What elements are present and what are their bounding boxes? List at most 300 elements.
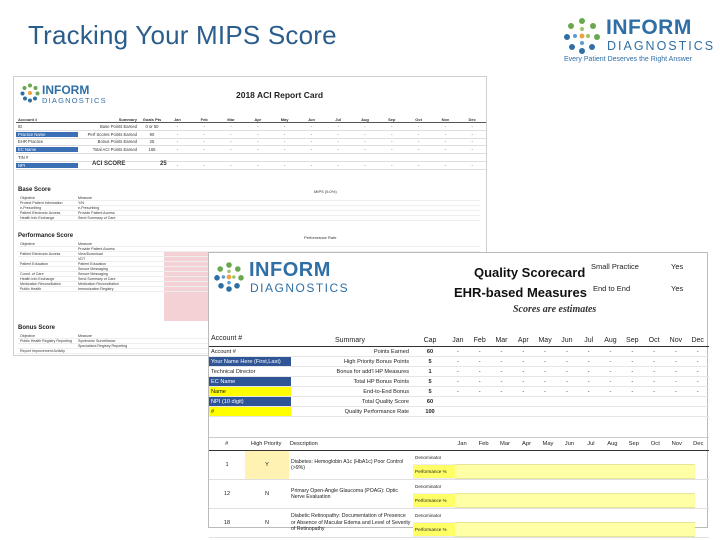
aci-month-cell: - bbox=[257, 131, 259, 137]
aci-line-objective: e-Prescribing bbox=[20, 206, 42, 210]
quality-month-cell: - bbox=[565, 368, 568, 375]
aci-line-objective: Patient Electronic Access bbox=[20, 211, 61, 215]
aci-line-measure: Secure Messaging bbox=[78, 267, 108, 271]
quality-row-label: Name bbox=[209, 387, 291, 396]
aci-line-objective: Coord. of Care bbox=[20, 272, 44, 276]
measure-description: Primary Open-Angle Glaucoma (POAG): Optic Nerve Evaluation bbox=[291, 487, 398, 500]
aci-month-cell: - bbox=[471, 162, 473, 168]
aci-month-cell: - bbox=[283, 162, 286, 168]
quality-row-summary: Total HP Bonus Points bbox=[353, 378, 409, 385]
quality-month-cell: - bbox=[565, 388, 568, 395]
quality-month-cell: - bbox=[456, 348, 459, 355]
aci-line-objective: Medication Reconciliation bbox=[20, 282, 61, 286]
aci-line-objective bbox=[18, 257, 78, 261]
measure-number: 18 bbox=[223, 520, 231, 526]
quality-header-cell: Account # bbox=[211, 335, 243, 342]
base-score-note: MIPS (5.0%) bbox=[314, 189, 337, 194]
measure-month-row bbox=[455, 480, 695, 494]
quality-header-month: Sep bbox=[626, 337, 639, 344]
measures-header-month: Jul bbox=[587, 441, 595, 447]
quality-month-cell: - bbox=[674, 358, 677, 365]
aci-line-measure: Secure Messaging bbox=[78, 272, 108, 276]
quality-estimate-note: Scores are estimates bbox=[513, 304, 597, 315]
quality-month-cell: - bbox=[696, 378, 699, 385]
measure-subrow-label: Denominator bbox=[413, 509, 455, 523]
measure-description: Diabetic Retinopathy: Documentation of Presence or Absence of Macular Edema and Level of Severity of Retinopathy bbox=[291, 513, 411, 533]
aci-line-measure: Measure bbox=[78, 334, 92, 338]
measures-header-month: Oct bbox=[650, 441, 660, 447]
aci-month-cell: - bbox=[257, 162, 259, 168]
quality-month-cell: - bbox=[653, 388, 655, 395]
quality-month-cell: - bbox=[653, 348, 655, 355]
aci-score-label: ACI SCORE bbox=[92, 161, 126, 167]
aci-line-measure: Y/N bbox=[78, 201, 84, 205]
quality-month-cell: - bbox=[500, 378, 503, 385]
aci-line-objective bbox=[18, 344, 78, 348]
aci-row-label: ID bbox=[18, 123, 23, 129]
aci-line-objective: Public Health bbox=[20, 287, 42, 291]
aci-month-cell: - bbox=[176, 131, 179, 137]
aci-row-goal: 165 bbox=[148, 147, 156, 153]
measure-subrow-label: Performance % bbox=[413, 494, 455, 508]
aci-month-cell: - bbox=[471, 123, 473, 129]
measure-description: Diabetes: Hemoglobin A1c (HbA1c) Poor Control (>9%) bbox=[291, 458, 404, 471]
aci-logo-sub: DIAGNOSTICS bbox=[42, 96, 107, 105]
measure-high-priority: N bbox=[264, 520, 270, 526]
quality-month-cell: - bbox=[565, 358, 568, 365]
measures-header-month: Aug bbox=[607, 441, 618, 447]
quality-header-month: Oct bbox=[648, 337, 660, 344]
aci-month-cell: - bbox=[283, 131, 286, 137]
aci-month-cell: - bbox=[283, 139, 286, 145]
quality-row-summary: End-to-End Bonus bbox=[363, 388, 409, 395]
brand-name: INFORM bbox=[606, 16, 692, 39]
aci-month-cell: - bbox=[230, 162, 232, 168]
meta-value: Yes bbox=[671, 284, 684, 293]
meta-label: Small Practice bbox=[591, 262, 639, 271]
quality-subtitle: EHR-based Measures bbox=[454, 285, 587, 300]
quality-month-cell: - bbox=[544, 348, 547, 355]
aci-logo-name: INFORM bbox=[42, 83, 90, 97]
measure-number: 12 bbox=[223, 491, 231, 497]
aci-line-measure: Immunization Registry bbox=[78, 287, 114, 291]
meta-label: End to End bbox=[593, 284, 631, 293]
aci-row-goal: 90 bbox=[149, 131, 155, 137]
quality-month-cell: - bbox=[500, 358, 503, 365]
measures-header-month: Feb bbox=[478, 441, 489, 447]
aci-month-cell: - bbox=[310, 147, 313, 153]
aci-month-cell: - bbox=[337, 162, 339, 168]
quality-month-cell: - bbox=[696, 348, 699, 355]
aci-row-summary: Base Points Earned bbox=[99, 123, 137, 129]
quality-row-label: NPI (10 digit) bbox=[209, 397, 291, 406]
quality-month-cell: - bbox=[609, 378, 612, 385]
aci-month-cell: - bbox=[283, 123, 286, 129]
measure-row bbox=[209, 451, 709, 480]
quality-row-label: # bbox=[209, 407, 291, 416]
aci-month-cell: - bbox=[230, 147, 232, 153]
quality-header-cell: Summary bbox=[335, 337, 365, 344]
aci-header-cell: Goals Pts bbox=[142, 117, 162, 122]
aci-month-cell: - bbox=[391, 147, 393, 153]
quality-month-cell: - bbox=[456, 368, 459, 375]
aci-line-measure: Specialized Registry Reporting bbox=[78, 344, 128, 348]
aci-month-cell: - bbox=[283, 147, 286, 153]
aci-month-cell: - bbox=[203, 147, 205, 153]
aci-month-cell: - bbox=[230, 139, 232, 145]
quality-row-cap: 5 bbox=[428, 388, 432, 395]
quality-row-label: EC Name bbox=[209, 377, 291, 386]
quality-month-cell: - bbox=[653, 378, 655, 385]
quality-month-cell: - bbox=[500, 368, 503, 375]
base-score-title: Base Score bbox=[18, 187, 51, 193]
brand-sub: DIAGNOSTICS bbox=[607, 39, 716, 53]
quality-month-cell: - bbox=[478, 388, 481, 395]
quality-row bbox=[209, 387, 709, 397]
quality-header-month: Jun bbox=[561, 337, 573, 344]
aci-header-month: Nov bbox=[441, 117, 450, 122]
quality-month-cell: - bbox=[609, 348, 612, 355]
aci-month-cell: - bbox=[391, 123, 393, 129]
aci-month-cell: - bbox=[417, 123, 420, 129]
aci-month-cell: - bbox=[364, 147, 366, 153]
aci-header-month: Oct bbox=[415, 117, 422, 122]
aci-month-cell: - bbox=[337, 123, 339, 129]
quality-header-month: May bbox=[538, 337, 552, 344]
aci-row bbox=[16, 146, 486, 154]
quality-month-cell: - bbox=[565, 348, 568, 355]
quality-month-cell: - bbox=[653, 358, 655, 365]
aci-row-summary: Perf Scores Points Earned bbox=[87, 131, 137, 137]
aci-month-cell: - bbox=[417, 147, 420, 153]
quality-row-summary: Points Earned bbox=[373, 348, 409, 355]
aci-month-cell: - bbox=[337, 147, 339, 153]
aci-line-measure: Provide Patient Access bbox=[78, 247, 115, 251]
brand-logo bbox=[562, 16, 716, 66]
quality-month-cell: - bbox=[609, 368, 612, 375]
quality-month-cell: - bbox=[653, 368, 655, 375]
aci-month-cell: - bbox=[203, 131, 205, 137]
aci-month-cell: - bbox=[444, 139, 447, 145]
measure-month-cells bbox=[455, 509, 695, 537]
measures-header-month: Jan bbox=[457, 441, 467, 447]
aci-line-measure: Provide Patient Access bbox=[78, 211, 115, 215]
measure-month-row bbox=[455, 465, 695, 479]
aci-header-month: May bbox=[280, 117, 289, 122]
performance-score-note: Performance Rate bbox=[304, 235, 337, 240]
quality-header-month: Mar bbox=[495, 337, 508, 344]
measure-month-cells bbox=[455, 480, 695, 508]
aci-month-cell: - bbox=[471, 147, 473, 153]
quality-row-cap: 5 bbox=[428, 378, 432, 385]
quality-month-cell: - bbox=[478, 358, 481, 365]
quality-month-cell: - bbox=[478, 378, 481, 385]
aci-row bbox=[16, 139, 486, 147]
quality-row-summary: Quality Performance Rate bbox=[344, 408, 409, 415]
aci-row-label: EC Name bbox=[16, 147, 78, 152]
measures-header-cell: Description bbox=[289, 441, 318, 447]
quality-header-cell: Cap bbox=[423, 337, 437, 344]
aci-header-month: Sep bbox=[388, 117, 396, 122]
aci-row bbox=[16, 131, 486, 139]
aci-header-month: Jan bbox=[173, 117, 181, 122]
quality-month-cell: - bbox=[544, 358, 547, 365]
aci-line-objective: Public Health Registry Reporting bbox=[20, 339, 72, 343]
aci-line-objective bbox=[18, 247, 78, 251]
aci-row bbox=[16, 162, 486, 170]
quality-month-cell: - bbox=[478, 368, 481, 375]
aci-line-objective: Objective bbox=[20, 196, 35, 200]
aci-title: 2018 ACI Report Card bbox=[236, 90, 324, 100]
quality-row-label: Your Name Here (First,Last) bbox=[209, 357, 291, 366]
aci-line-measure: View/Download bbox=[78, 252, 103, 256]
aci-summary-table bbox=[16, 117, 486, 170]
measures-header-cell: # bbox=[225, 441, 229, 447]
quality-row-summary: Bonus for add'l HP Measures bbox=[336, 368, 409, 375]
quality-header-month: Aug bbox=[604, 337, 617, 344]
aci-line-objective: Health Info Exchange bbox=[20, 277, 55, 281]
quality-row-cap: 100 bbox=[425, 408, 435, 415]
aci-month-cell: - bbox=[176, 123, 179, 129]
aci-month-cell: - bbox=[203, 162, 205, 168]
aci-month-cell: - bbox=[310, 162, 313, 168]
aci-month-cell: - bbox=[337, 131, 339, 137]
aci-rows bbox=[16, 123, 486, 170]
aci-line-measure: Patient Education bbox=[78, 262, 107, 266]
measure-subrow-label: Denominator bbox=[413, 451, 455, 465]
aci-month-cell: - bbox=[176, 139, 179, 145]
quality-header-month: Jul bbox=[584, 337, 594, 344]
quality-title: Quality Scorecard bbox=[474, 265, 586, 280]
quality-month-cell: - bbox=[565, 378, 568, 385]
aci-line-measure: Measure bbox=[78, 242, 92, 246]
quality-month-cell: - bbox=[587, 378, 590, 385]
aci-month-cell: - bbox=[257, 123, 259, 129]
aci-row-summary: Total ACI Points Earned bbox=[92, 147, 137, 153]
quality-row-label: Technical Director bbox=[211, 368, 256, 375]
quality-row-cap: 1 bbox=[428, 368, 432, 375]
measure-row bbox=[209, 480, 709, 509]
flower-logo-icon bbox=[213, 261, 245, 293]
aci-row bbox=[16, 123, 486, 131]
measures-header-month: May bbox=[542, 441, 554, 447]
measure-high-priority: N bbox=[264, 491, 270, 497]
quality-row bbox=[209, 357, 709, 367]
aci-score-value: 25 bbox=[160, 161, 167, 167]
aci-month-cell: - bbox=[417, 131, 420, 137]
aci-header-month: Apr bbox=[254, 117, 262, 122]
quality-row-summary: High Priority Bonus Points bbox=[344, 358, 409, 365]
quality-month-cell: - bbox=[522, 388, 525, 395]
aci-header-month: Mar bbox=[227, 117, 235, 122]
aci-row-label: EHR Practice bbox=[18, 139, 44, 145]
aci-row-goal: 25 bbox=[149, 139, 155, 145]
measure-subrow-label: Denominator bbox=[413, 480, 455, 494]
aci-line-objective: Objective bbox=[20, 242, 35, 246]
aci-header-month: Jun bbox=[307, 117, 315, 122]
measure-month-row bbox=[455, 523, 695, 537]
aci-month-cell: - bbox=[230, 131, 232, 137]
quality-month-cell: - bbox=[522, 358, 525, 365]
aci-month-cell: - bbox=[444, 147, 447, 153]
quality-month-cell: - bbox=[674, 348, 677, 355]
measures-header-month: Jun bbox=[564, 441, 575, 447]
aci-month-cell: - bbox=[364, 139, 366, 145]
aci-row-label: TIN # bbox=[18, 155, 29, 161]
aci-header-month: Jul bbox=[335, 117, 342, 122]
aci-line-objective: Protect Patient Information bbox=[20, 201, 63, 205]
quality-month-cell: - bbox=[500, 388, 503, 395]
quality-logo bbox=[213, 259, 353, 299]
quality-month-cell: - bbox=[522, 348, 525, 355]
quality-header-month: Dec bbox=[691, 337, 704, 344]
aci-month-cell: - bbox=[310, 131, 313, 137]
aci-line-item bbox=[18, 216, 480, 221]
quality-header-month: Apr bbox=[517, 337, 529, 344]
quality-header-month: Nov bbox=[669, 337, 683, 344]
slide-title: Tracking Your MIPS Score bbox=[28, 20, 337, 50]
quality-month-cell: - bbox=[696, 358, 699, 365]
aci-line-measure: Measure bbox=[78, 196, 92, 200]
measure-subrow-label: Performance % bbox=[413, 465, 455, 479]
measure-subrows bbox=[413, 509, 455, 537]
aci-line-measure: VDT bbox=[78, 257, 86, 261]
aci-row bbox=[16, 154, 486, 162]
aci-header-month: Aug bbox=[361, 117, 369, 122]
aci-header-cell: Summary bbox=[118, 117, 137, 122]
quality-month-cell: - bbox=[522, 378, 525, 385]
flower-logo-icon bbox=[20, 83, 40, 103]
quality-logo-name: INFORM bbox=[249, 259, 331, 281]
quality-month-cell: - bbox=[674, 368, 677, 375]
quality-rows bbox=[209, 347, 709, 417]
measure-month-cells bbox=[455, 451, 695, 479]
quality-header-row bbox=[209, 333, 709, 347]
aci-month-cell: - bbox=[417, 139, 420, 145]
quality-measures-table bbox=[209, 437, 709, 538]
quality-month-cell: - bbox=[631, 368, 634, 375]
aci-row-goal: 0 or 50 bbox=[145, 123, 159, 129]
measures-header-month: Dec bbox=[693, 441, 704, 447]
quality-month-cell: - bbox=[500, 348, 503, 355]
measure-month-row bbox=[455, 509, 695, 523]
quality-row bbox=[209, 377, 709, 387]
quality-month-cell: - bbox=[522, 368, 525, 375]
aci-month-cell: - bbox=[444, 123, 447, 129]
aci-month-cell: - bbox=[230, 123, 232, 129]
aci-month-cell: - bbox=[203, 123, 205, 129]
quality-logo-sub: DIAGNOSTICS bbox=[250, 281, 350, 295]
quality-month-cell: - bbox=[587, 358, 590, 365]
quality-month-cell: - bbox=[544, 368, 547, 375]
quality-row bbox=[209, 347, 709, 357]
quality-month-cell: - bbox=[587, 368, 590, 375]
brand-tagline: Every Patient Deserves the Right Answer bbox=[564, 56, 693, 63]
bonus-score-title: Bonus Score bbox=[18, 325, 56, 331]
aci-line-measure: Send Summary of Care bbox=[78, 216, 116, 220]
aci-month-cell: - bbox=[176, 147, 179, 153]
measures-header-month: Sep bbox=[628, 441, 639, 447]
quality-row-cap: 60 bbox=[426, 398, 434, 405]
measures-header-month: Apr bbox=[521, 441, 532, 447]
quality-row bbox=[209, 367, 709, 377]
aci-header-month: Feb bbox=[200, 117, 208, 122]
aci-month-cell: - bbox=[364, 131, 366, 137]
aci-month-cell: - bbox=[471, 139, 473, 145]
quality-month-cell: - bbox=[587, 348, 590, 355]
meta-value: Yes bbox=[671, 262, 684, 271]
quality-scorecard-sheet bbox=[208, 252, 708, 533]
quality-month-cell: - bbox=[631, 388, 634, 395]
quality-month-cell: - bbox=[696, 388, 699, 395]
quality-header-month: Jan bbox=[452, 337, 464, 344]
base-score-list bbox=[18, 196, 480, 221]
measures-header-month: Mar bbox=[500, 441, 511, 447]
aci-line-objective bbox=[18, 267, 78, 271]
aci-line-objective: Patient Electronic Access bbox=[20, 252, 61, 256]
quality-month-cell: - bbox=[587, 388, 590, 395]
quality-row-summary: Total Quality Score bbox=[362, 398, 409, 405]
quality-month-cell: - bbox=[674, 378, 677, 385]
aci-month-cell: - bbox=[391, 162, 393, 168]
aci-line-objective: Objective bbox=[20, 334, 35, 338]
aci-month-cell: - bbox=[444, 162, 447, 168]
aci-month-cell: - bbox=[391, 139, 393, 145]
aci-month-cell: - bbox=[337, 139, 339, 145]
quality-month-cell: - bbox=[544, 388, 547, 395]
quality-month-cell: - bbox=[696, 368, 699, 375]
measures-rows bbox=[209, 451, 709, 538]
quality-month-cell: - bbox=[456, 378, 459, 385]
aci-month-cell: - bbox=[417, 162, 420, 168]
aci-line-measure: Syndromic Surveillance bbox=[78, 339, 116, 343]
flower-logo-icon bbox=[562, 16, 602, 56]
aci-line-measure: Medication Reconciliation bbox=[78, 282, 119, 286]
aci-month-cell: - bbox=[176, 162, 179, 168]
measure-row bbox=[209, 509, 709, 538]
quality-month-cell: - bbox=[609, 358, 612, 365]
aci-line-objective: Report Improvement Activity bbox=[20, 349, 65, 353]
aci-month-cell: - bbox=[471, 131, 473, 137]
aci-month-cell: - bbox=[257, 147, 259, 153]
aci-row-label: NPI bbox=[16, 163, 78, 168]
aci-month-cell: - bbox=[257, 139, 259, 145]
aci-month-cell: - bbox=[391, 131, 393, 137]
measure-subrow-label: Performance % bbox=[413, 523, 455, 537]
aci-month-cell: - bbox=[310, 123, 313, 129]
measure-subrows bbox=[413, 480, 455, 508]
aci-line-measure bbox=[78, 349, 148, 353]
quality-month-cell: - bbox=[544, 378, 547, 385]
measures-header-month: Nov bbox=[671, 441, 682, 447]
quality-month-cell: - bbox=[631, 358, 634, 365]
aci-row-summary: Bonus Points Earned bbox=[97, 139, 137, 145]
aci-month-cell: - bbox=[310, 139, 313, 145]
quality-month-cell: - bbox=[674, 388, 677, 395]
quality-month-cell: - bbox=[609, 388, 612, 395]
quality-month-cell: - bbox=[456, 388, 459, 395]
quality-row bbox=[209, 407, 709, 417]
measure-number: 1 bbox=[225, 462, 229, 468]
measure-month-row bbox=[455, 494, 695, 508]
aci-line-objective: Patient Education bbox=[20, 262, 49, 266]
aci-line-objective: Health Info Exchange bbox=[20, 216, 55, 220]
quality-month-cell: - bbox=[478, 348, 481, 355]
quality-summary-table bbox=[209, 333, 709, 417]
quality-row-label: Account # bbox=[211, 348, 236, 355]
quality-row-cap: 60 bbox=[426, 348, 434, 355]
aci-month-cell: - bbox=[203, 139, 205, 145]
